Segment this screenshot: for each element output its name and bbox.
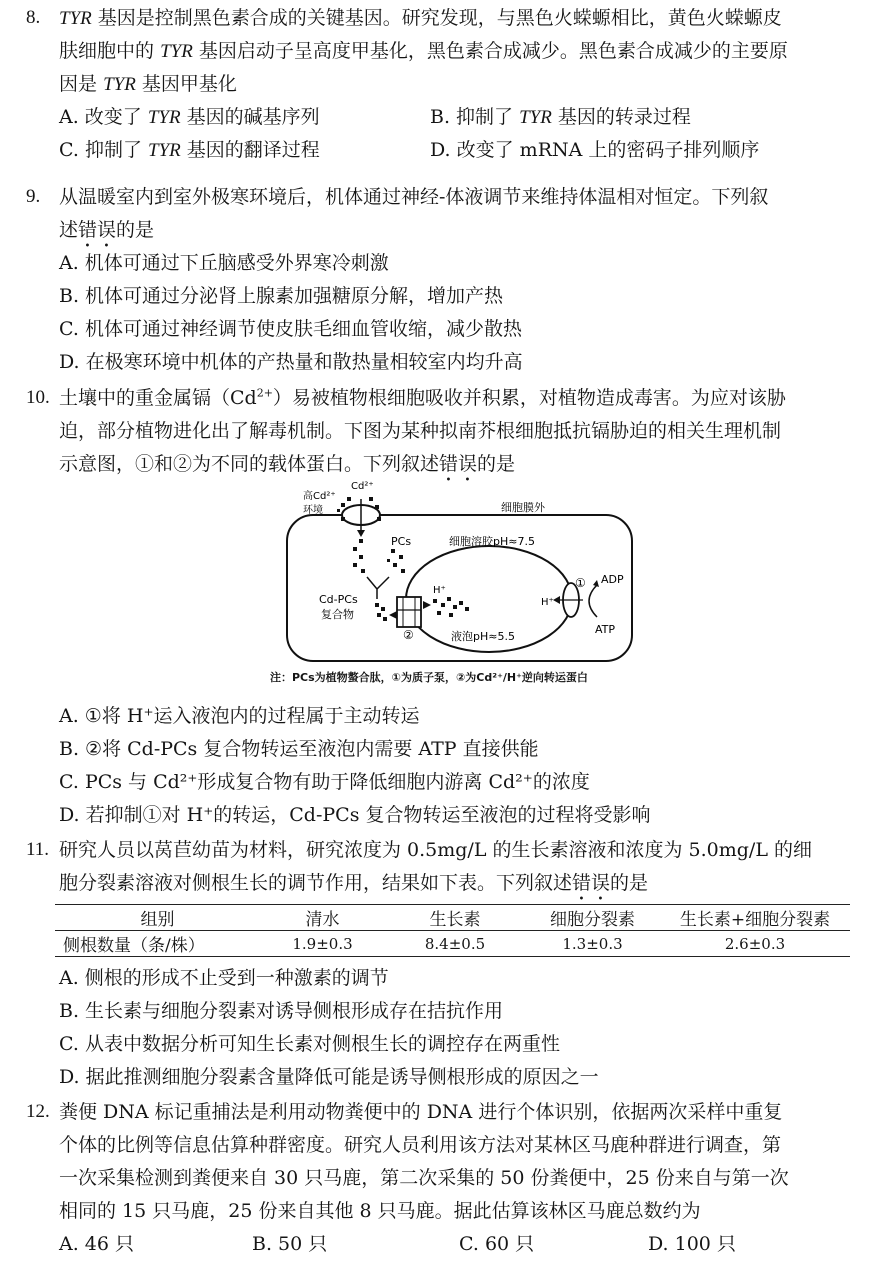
table-header: 组别	[55, 905, 260, 931]
label-atp: ATP	[595, 623, 616, 636]
option-a[interactable]: A. 机体可通过下丘脑感受外界寒冷刺激	[59, 252, 389, 274]
question-stem: 述错误的是	[59, 219, 155, 241]
option-b[interactable]: B. 机体可通过分泌肾上腺素加强糖原分解，增加产热	[59, 285, 504, 307]
table-header: 生长素+细胞分裂素	[660, 905, 850, 931]
option-b[interactable]: B. 抑制了 TYR 基因的转录过程	[430, 106, 691, 128]
label-complex-2: 复合物	[321, 608, 354, 621]
option-c[interactable]: C. 机体可通过神经调节使皮肤毛细血管收缩，减少散热	[59, 318, 522, 340]
option-c[interactable]: C. 从表中数据分析可知生长素对侧根生长的调控存在两重性	[59, 1033, 560, 1055]
question-stem: 土壤中的重金属镉$(Cd^{2+})$易被植物根细胞吸收并积累，对植物造成毒害。为应对该胁	[59, 386, 786, 409]
vacuole-complexes	[433, 597, 469, 617]
label-pcs: PCs	[391, 535, 412, 548]
question-number: 10.	[26, 387, 50, 408]
option-b[interactable]: B. 50 只	[252, 1233, 328, 1255]
option-c[interactable]: C. 60 只	[459, 1233, 535, 1255]
question-8	[26, 2, 856, 182]
table-header: 生长素	[385, 905, 525, 931]
question-stem: 从温暖室内到室外极寒环境后，机体通过神经-体液调节来维持体温相对恒定。下列叙	[59, 186, 769, 208]
gene-name: TYR	[59, 8, 92, 29]
label-cd: Cd²⁺	[351, 481, 374, 492]
option-d[interactable]: D. 改变了 mRNA 上的密码子排列顺序	[430, 139, 760, 161]
cd-ions-cytosol	[353, 539, 365, 573]
question-number: 9.	[26, 186, 41, 207]
gene-name: TYR	[160, 41, 193, 62]
question-stem: 粪便 DNA 标记重捕法是利用动物粪便中的 DNA 进行个体识别，依据两次采样中重复	[59, 1101, 783, 1123]
table-cell: 1.9±0.3	[260, 931, 385, 957]
question-9	[26, 181, 856, 381]
option-a[interactable]: A. 改变了 TYR 基因的碱基序列	[59, 106, 320, 128]
label-complex: Cd-PCs	[319, 593, 358, 606]
table-row	[55, 931, 850, 957]
question-number: 11.	[26, 839, 50, 860]
table-header-row	[55, 905, 850, 931]
question-11	[26, 834, 856, 904]
question-12	[26, 1096, 856, 1262]
label-outside: 细胞膜外	[501, 501, 545, 514]
table-header: 细胞分裂素	[525, 905, 660, 931]
question-number: 8.	[26, 7, 41, 28]
label-high-cd: 高Cd²⁺	[303, 491, 336, 502]
option-a[interactable]: A. ①将 H⁺运入液泡内的过程属于主动转运	[59, 705, 420, 727]
question-stem: 研究人员以莴苣幼苗为材料，研究浓度为 0.5mg/L 的生长素溶液和浓度为 5.0mg/L 的细	[59, 839, 812, 861]
label-vacuole: 液泡pH≈5.5	[451, 630, 515, 643]
question-stem: 肤细胞中的 TYR 基因启动子呈高度甲基化，黑色素合成减少。黑色素合成减少的主要原	[59, 40, 788, 62]
option-c[interactable]: C. PCs 与 Cd²⁺形成复合物有助于降低细胞内游离 Cd²⁺的浓度	[59, 771, 590, 793]
label-cytosol: 细胞溶胶pH≈7.5	[449, 535, 535, 548]
cadmium-detox-diagram	[281, 477, 641, 667]
option-a[interactable]: A. 46 只	[59, 1233, 135, 1255]
question-stem: 迫，部分植物进化出了解毒机制。下图为某种拟南芥根细胞抵抗镉胁迫的相关生理机制	[59, 420, 782, 442]
option-d[interactable]: D. 100 只	[648, 1233, 736, 1255]
option-d[interactable]: D. 若抑制①对 H⁺的转运，Cd-PCs 复合物转运至液泡的过程将受影响	[59, 804, 651, 826]
question-stem: 胞分裂素溶液对侧根生长的调节作用，结果如下表。下列叙述错误的是	[59, 872, 649, 894]
emphasis-word: 错误	[572, 872, 611, 894]
transporter-2	[397, 597, 421, 627]
converge-lines	[367, 577, 389, 599]
label-hplus-2: H⁺	[433, 585, 446, 596]
table-cell: 2.6±0.3	[660, 931, 850, 957]
emphasis-word: 错误	[439, 453, 478, 475]
question-10-options	[26, 700, 856, 835]
table-header: 清水	[260, 905, 385, 931]
label-environment: 环境	[303, 505, 323, 516]
label-circle-1: ①	[575, 576, 586, 590]
question-10	[26, 382, 856, 482]
atp-arrow	[589, 585, 597, 617]
option-d[interactable]: D. 在极寒环境中机体的产热量和散热量相较室内均升高	[59, 351, 523, 373]
question-11-options	[26, 962, 856, 1097]
table-cell: 侧根数量（条/株）	[55, 931, 260, 957]
question-stem: TYR 基因是控制黑色素合成的关键基因。研究发现，与黑色火蝾螈相比，黄色火蝾螈皮	[59, 7, 782, 29]
figure-note: 注：PCs为植物螯合肽，①为质子泵，②为Cd²⁺/H⁺逆向转运蛋白	[270, 671, 588, 684]
cd-pcs-complex	[375, 603, 387, 621]
table-cell: 1.3±0.3	[525, 931, 660, 957]
question-stem: 个体的比例等信息估算种群密度。研究人员利用该方法对某林区马鹿种群进行调查，第	[59, 1134, 782, 1156]
label-hplus-1: H⁺	[541, 597, 554, 608]
question-stem: 示意图，①和②为不同的载体蛋白。下列叙述错误的是	[59, 453, 516, 475]
option-b[interactable]: B. ②将 Cd-PCs 复合物转运至液泡内需要 ATP 直接供能	[59, 738, 539, 760]
results-table	[55, 904, 850, 957]
question-number: 12.	[26, 1101, 50, 1122]
gene-name: TYR	[103, 74, 136, 95]
question-stem: 因是 TYR 基因甲基化	[59, 73, 237, 95]
pcs-molecules	[387, 549, 405, 573]
question-stem: 一次采集检测到粪便来自 30 只马鹿，第二次采集的 50 份粪便中，25 份来自与第一次	[59, 1167, 789, 1189]
label-adp: ADP	[601, 573, 624, 586]
option-a[interactable]: A. 侧根的形成不止受到一种激素的调节	[59, 967, 389, 989]
label-circle-2: ②	[403, 628, 414, 642]
question-stem: 相同的 15 只马鹿，25 份来自其他 8 只马鹿。据此估算该林区马鹿总数约为	[59, 1200, 701, 1222]
option-b[interactable]: B. 生长素与细胞分裂素对诱导侧根形成存在拮抗作用	[59, 1000, 504, 1022]
emphasis-word: 错误	[78, 219, 117, 241]
table-cell: 8.4±0.5	[385, 931, 525, 957]
option-c[interactable]: C. 抑制了 TYR 基因的翻译过程	[59, 139, 320, 161]
option-d[interactable]: D. 据此推测细胞分裂素含量降低可能是诱导侧根形成的原因之一	[59, 1066, 599, 1088]
